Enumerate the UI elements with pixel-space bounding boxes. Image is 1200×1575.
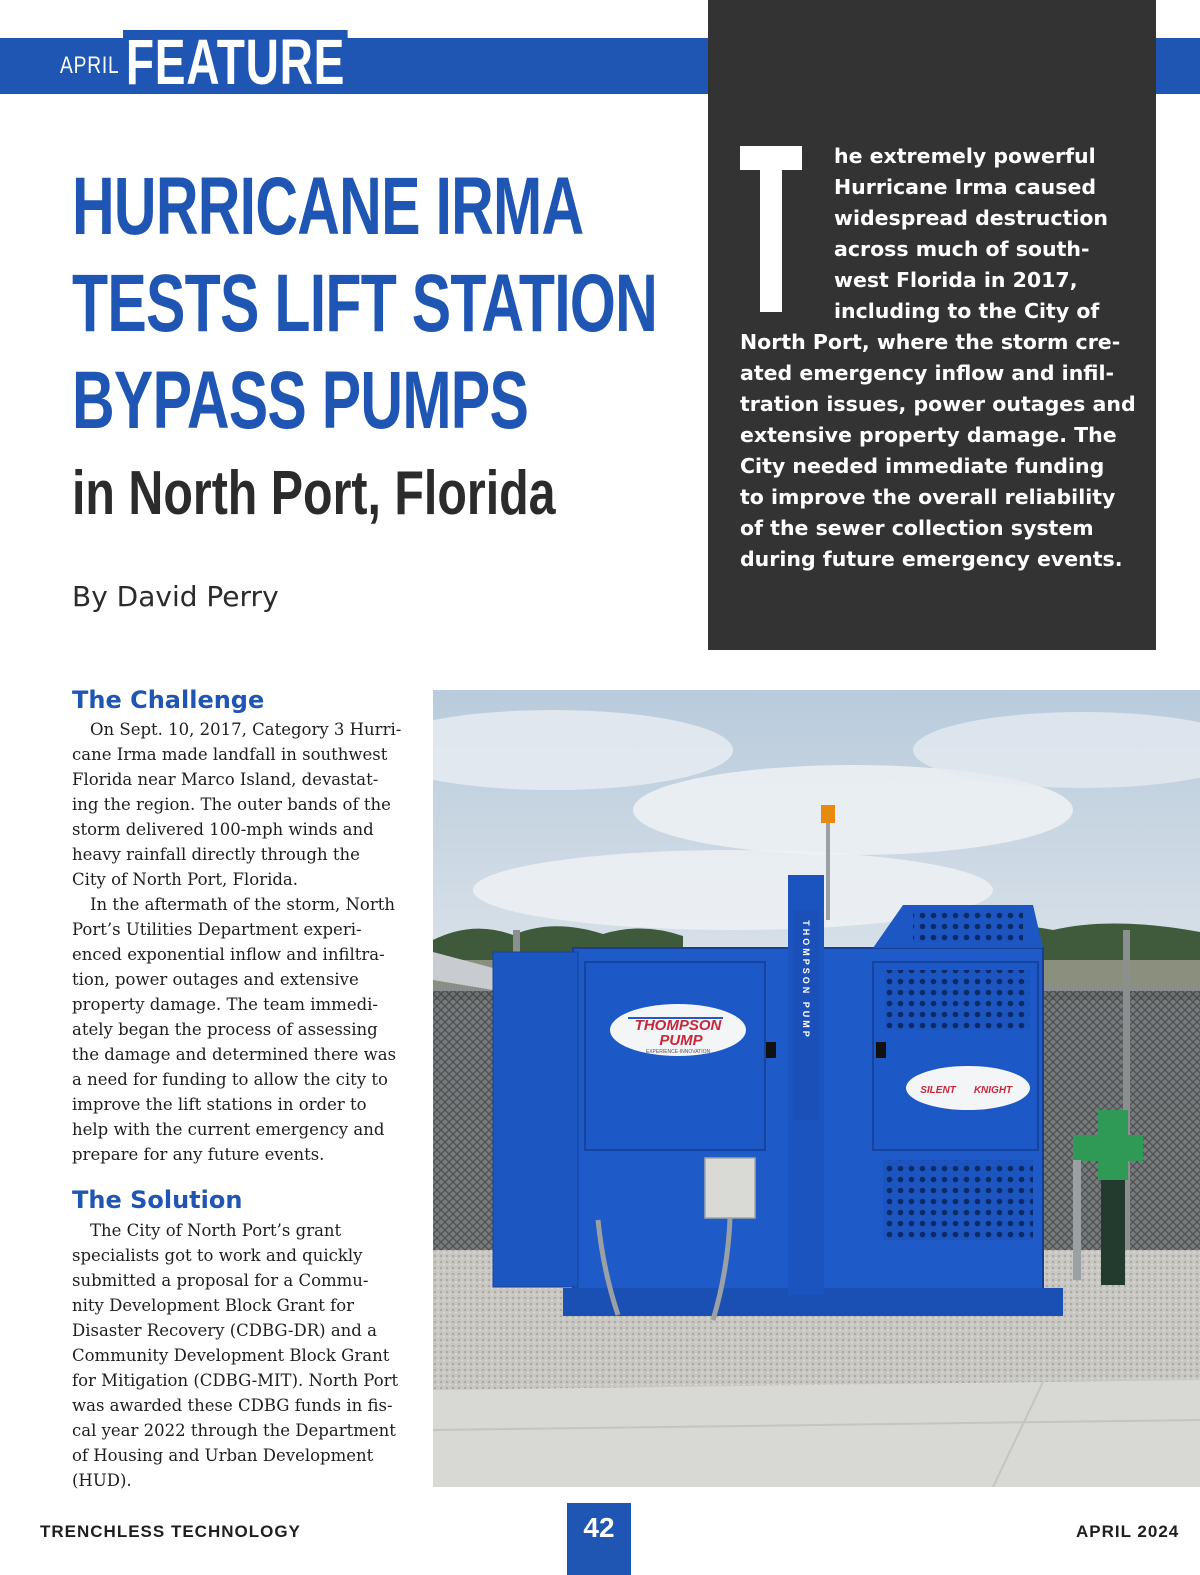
byline: By David Perry (72, 580, 279, 613)
body-line: cal year 2022 through the Department (72, 1421, 396, 1440)
photo-brand-logo-line1: THOMPSON (634, 1017, 722, 1034)
body-line: Florida near Marco Island, devastat- (72, 770, 379, 789)
intro-line: of the sewer collection system (740, 516, 1094, 540)
body-line: enced exponential inflow and infiltra- (72, 945, 385, 964)
body-line: The City of North Port’s grant (90, 1221, 342, 1240)
banner-month: APRIL (60, 52, 120, 79)
body-line: City of North Port, Florida. (72, 870, 298, 889)
body-line: submitted a proposal for a Commu- (72, 1271, 369, 1290)
body-line: the damage and determined there was (72, 1045, 397, 1064)
photo-brand-logo-line2: PUMP (659, 1032, 703, 1049)
body-line: cane Irma made landfall in southwest (72, 745, 388, 764)
body-line: property damage. The team immedi- (72, 995, 379, 1014)
headline-subtitle: in North Port, Florida (72, 459, 556, 528)
body-line: nity Development Block Grant for (72, 1296, 355, 1315)
body-line: In the aftermath of the storm, North (90, 895, 395, 914)
intro-line: west Florida in 2017, (834, 268, 1078, 292)
intro-line: City needed immediate funding (740, 454, 1105, 478)
intro-line: ated emergency inflow and infil- (740, 361, 1115, 385)
body-line: prepare for any future events. (72, 1145, 325, 1164)
banner-section-label: FEATURE (123, 30, 348, 94)
intro-line: North Port, where the storm cre- (740, 330, 1121, 354)
photo-side-logo-left: SILENT (920, 1085, 956, 1096)
body-line: Disaster Recovery (CDBG-DR) and a (72, 1321, 377, 1340)
body-line: On Sept. 10, 2017, Category 3 Hurri- (90, 720, 402, 739)
intro-line: he extremely powerful (834, 144, 1096, 168)
body-line: (HUD). (72, 1471, 132, 1490)
section-heading: The Challenge (72, 686, 265, 714)
intro-line: widespread destruction (834, 206, 1109, 230)
body-line: improve the lift stations in order to (72, 1095, 367, 1114)
intro-line: across much of south- (834, 237, 1090, 261)
intro-line: tration issues, power outages and (740, 392, 1136, 416)
body-line: specialists got to work and quickly (72, 1246, 363, 1265)
body-line: storm delivered 100-mph winds and (72, 820, 374, 839)
section-heading: The Solution (72, 1186, 243, 1214)
body-line: of Housing and Urban Development (72, 1446, 374, 1465)
intro-line: including to the City of (834, 299, 1100, 323)
body-line: ing the region. The outer bands of the (72, 795, 391, 814)
body-line: help with the current emergency and (72, 1120, 385, 1139)
body-line: a need for funding to allow the city to (72, 1070, 388, 1089)
photo-side-logo-right: KNIGHT (973, 1085, 1013, 1096)
intro-line: extensive property damage. The (740, 423, 1117, 447)
body-line: for Mitigation (CDBG-MIT). North Port (72, 1371, 399, 1390)
body-line: was awarded these CDBG funds in fis- (72, 1396, 393, 1415)
body-line: ately began the process of assessing (72, 1020, 378, 1039)
pump-station-photo (433, 690, 1200, 1487)
body-line: Community Development Block Grant (72, 1346, 390, 1365)
body-line: heavy rainfall directly through the (72, 845, 360, 864)
photo-vertical-text: THOMPSON PUMP (801, 920, 811, 1040)
photo-brand-tagline: EXPERIENCE·INNOVATION (645, 1049, 711, 1055)
headline-line: BYPASS PUMPS (72, 355, 529, 446)
headline-line: TESTS LIFT STATION (72, 258, 658, 349)
body-line: Port’s Utilities Department experi- (72, 920, 362, 939)
page-number: 42 (583, 1512, 615, 1543)
intro-line: Hurricane Irma caused (834, 175, 1097, 199)
pump-station-illustration (433, 690, 1200, 1487)
footer-publication: TRENCHLESS TECHNOLOGY (40, 1522, 301, 1541)
body-line: tion, power outages and extensive (72, 970, 359, 989)
dropcap-t (740, 146, 802, 312)
intro-line: to improve the overall reliability (740, 485, 1116, 509)
headline-line: HURRICANE IRMA (72, 161, 584, 252)
footer-date: APRIL 2024 (1076, 1522, 1180, 1541)
intro-line: during future emergency events. (740, 547, 1123, 571)
